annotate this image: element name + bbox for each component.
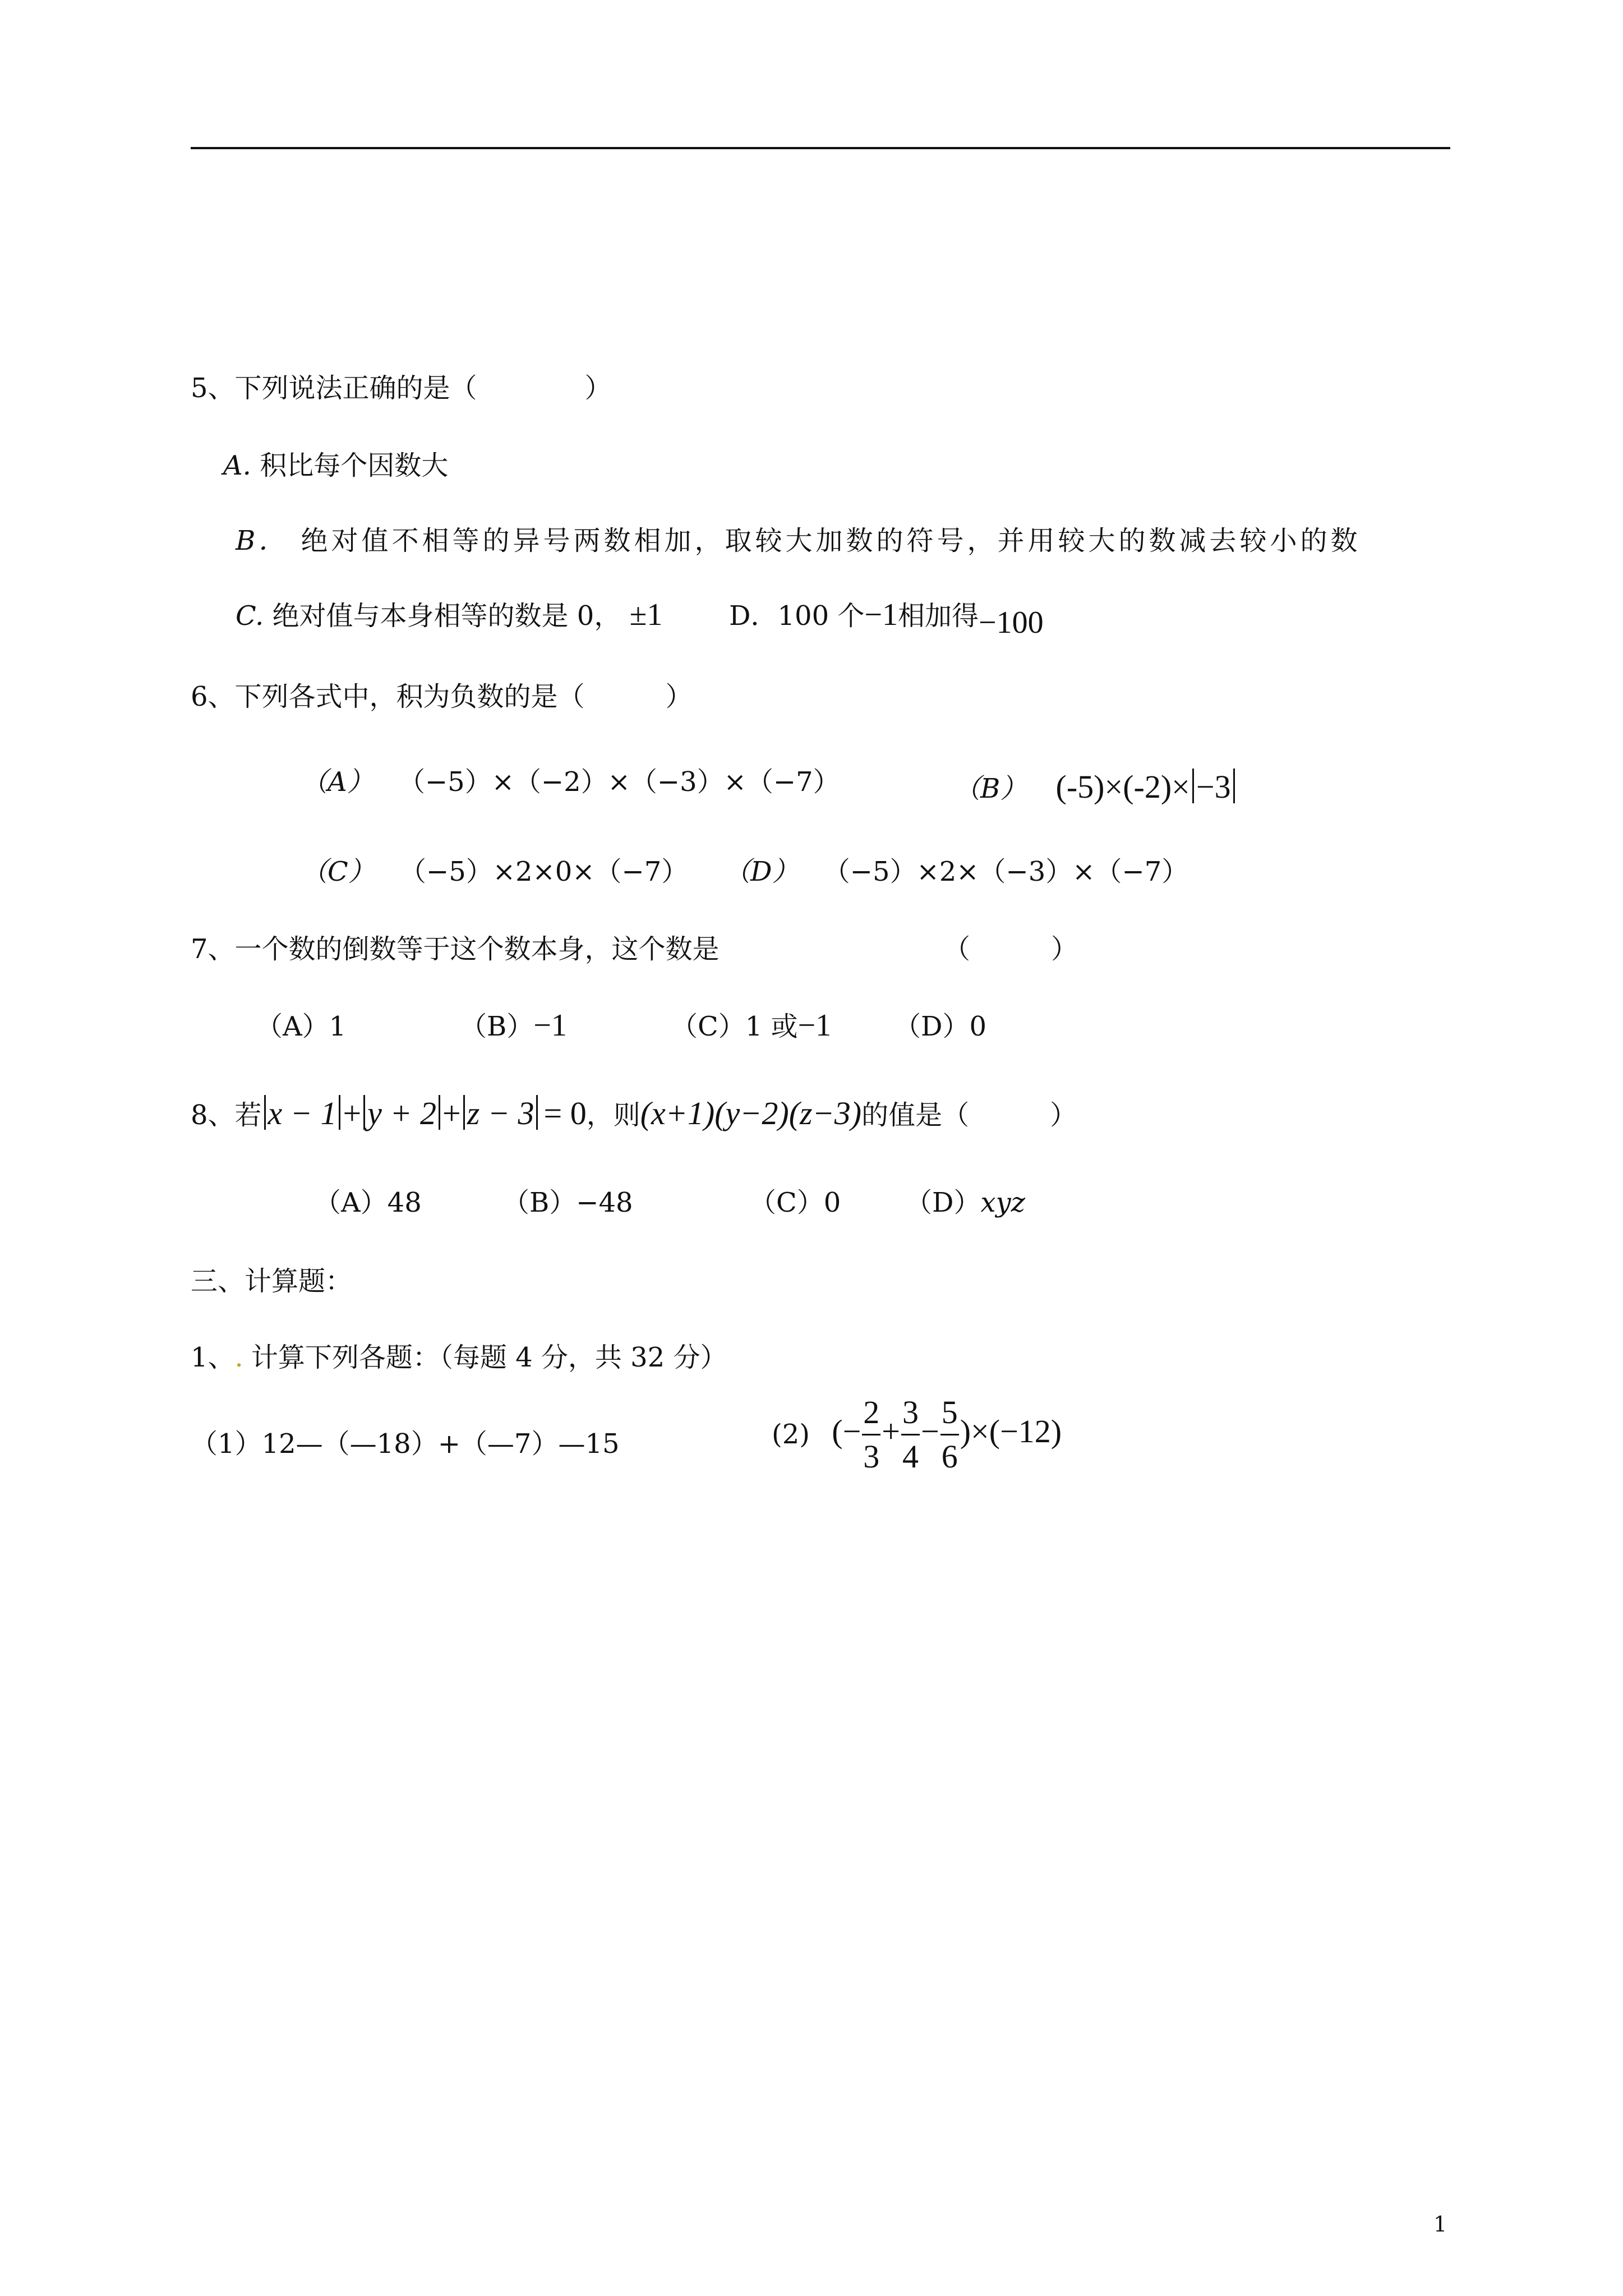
q7-option-b-math: −1: [533, 1008, 567, 1043]
q8-eq-zero: = 0: [543, 1095, 587, 1131]
q5-option-b-label: B．: [236, 525, 289, 556]
q6-option-b-math-abs: −3: [1196, 769, 1231, 805]
q6-option-d-expr: （−5）×2×（−3）×（−7）: [823, 856, 1189, 887]
q8-eq-term-1: x − 1: [268, 1095, 337, 1131]
q8-option-d: [905, 1189, 1025, 1216]
q5-option-a-label: A.: [223, 450, 251, 481]
q6-option-b-label: （B）: [953, 773, 1027, 804]
q8-option-c: （C）0: [749, 1187, 841, 1218]
q8-eq-term-2: y + 2: [367, 1095, 437, 1131]
subheading-text: 计算下列各题：（每题 4 分，共 32 分）: [251, 1342, 727, 1373]
q6-option-c-label: （C）: [301, 856, 375, 887]
q5-option-c-label: C.: [236, 600, 264, 632]
q5-option-d: [729, 599, 1044, 638]
fraction-3-numerator: 5: [940, 1395, 959, 1435]
q5-option-c-text: 绝对值与本身相等的数是 0，: [272, 600, 621, 632]
fraction-3-denominator: 6: [941, 1438, 958, 1475]
q8-eq-term-3: z − 3: [467, 1095, 534, 1131]
q5-option-d-math1: −1: [864, 597, 898, 632]
fraction-1-numerator: 2: [862, 1395, 880, 1435]
q5-option-d-math2: −100: [978, 605, 1044, 640]
section-3-heading: 三、计算题：: [191, 1266, 353, 1297]
fraction-1-denominator: 3: [863, 1438, 880, 1475]
q8-option-a: （A）48: [314, 1187, 422, 1218]
q6-option-b-math: [1056, 769, 1237, 805]
q8-suffix: 的值是（ ）: [861, 1099, 1077, 1131]
abs-bar-right: [1233, 769, 1235, 803]
q6-option-b-math-left: (-5)×(-2)×: [1055, 769, 1190, 805]
q6-option-b: [953, 769, 1237, 803]
q6-option-c-expr: （−5）×2×0×（−7）: [399, 856, 689, 887]
q8-stem: [191, 1095, 1077, 1130]
abs-bar: [536, 1095, 538, 1130]
abs-bar: [264, 1095, 266, 1130]
problem-2-close: )×(−12): [960, 1412, 1062, 1450]
q8-equation: [262, 1095, 587, 1131]
header-rule: [191, 147, 1450, 149]
q8-expression: (x+1)(y−2)(z−3): [640, 1095, 862, 1131]
q7-option-d: （D）0: [894, 1011, 987, 1042]
problem-2-label: (2): [772, 1418, 810, 1450]
fraction-2: [901, 1395, 920, 1475]
q5-option-b-text: 绝对值不相等的异号两数相加，取较大加数的符号，并用较大的数减去较小的数: [301, 525, 1361, 556]
q8-prefix: 8、若: [191, 1099, 262, 1131]
q8-option-d-label: （D）: [905, 1187, 981, 1218]
fraction-2-denominator: 4: [902, 1438, 919, 1475]
abs-bar: [363, 1095, 365, 1130]
abs-bar-left: [1192, 769, 1194, 803]
q5-option-d-label: D．100 个: [729, 600, 865, 632]
abs-bar: [339, 1095, 340, 1130]
q5-stem: 5、下列说法正确的是（ ）: [191, 372, 612, 404]
problem-1: （1）12—（—18）+（—7）—15: [191, 1428, 620, 1460]
q8-mid: ，则: [586, 1099, 640, 1131]
q8-option-d-var: xyz: [980, 1187, 1025, 1218]
q7-paren: （ ）: [943, 933, 1078, 965]
subheading-prefix: 1、: [191, 1342, 235, 1373]
abs-bar: [463, 1095, 465, 1130]
q8-eq-plus-2: +: [442, 1095, 461, 1131]
q5-option-c-math: ±1: [629, 597, 663, 632]
subheading-dot: .: [234, 1342, 243, 1373]
q6-option-d: [723, 858, 1188, 885]
problem-2-op-2: −: [921, 1412, 939, 1450]
q5-option-a: [223, 452, 448, 479]
q5-option-a-text: 积比每个因数大: [260, 450, 449, 481]
problem-2-op-1: +: [882, 1412, 901, 1450]
q7-option-c: [671, 1010, 831, 1041]
fraction-1: [862, 1395, 880, 1475]
q6-option-a-expr: （−5）×（−2）×（−3）×（−7）: [398, 766, 840, 798]
page-number: 1: [1433, 2212, 1447, 2237]
fraction-3: [940, 1395, 959, 1475]
q5-option-c: [236, 599, 662, 631]
q6-stem: 6、下列各式中，积为负数的是（ ）: [191, 681, 693, 712]
q6-option-a: [301, 766, 840, 798]
problem-2: [772, 1395, 1062, 1475]
q7-option-c-math: −1: [797, 1008, 832, 1043]
problem-2-open: (−: [832, 1412, 861, 1450]
q7-option-a: （A）1: [256, 1011, 347, 1042]
q5-option-b: [236, 527, 1361, 554]
q5-option-d-text: 相加得: [897, 600, 979, 632]
q8-eq-plus-1: +: [343, 1095, 362, 1131]
problem-2-expression: [832, 1394, 1062, 1475]
q7-stem: 7、一个数的倒数等于这个数本身，这个数是: [191, 933, 720, 965]
section-3-subheading: [191, 1344, 727, 1371]
q6-option-a-label: （A）: [301, 766, 374, 798]
q7-option-b: [460, 1010, 567, 1041]
q8-option-b: （B）−48: [502, 1187, 633, 1218]
q6-option-d-label: （D）: [723, 856, 799, 887]
q6-option-c: [301, 858, 688, 885]
abs-bar: [439, 1095, 440, 1130]
fraction-2-numerator: 3: [901, 1395, 920, 1435]
q7-option-c-label: （C）1 或: [671, 1011, 798, 1042]
q7-option-b-label: （B）: [460, 1011, 534, 1042]
